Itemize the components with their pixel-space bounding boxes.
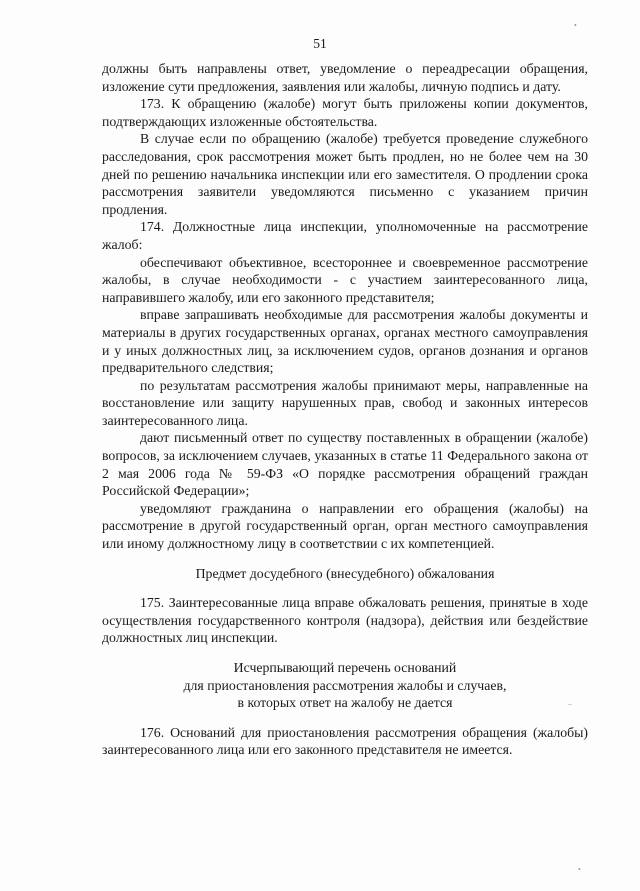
- document-body: [102, 60, 588, 759]
- heading-line: Исчерпывающий перечень оснований: [233, 660, 457, 675]
- spacer: [102, 553, 588, 565]
- scan-speck: •: [578, 865, 581, 874]
- paragraph-ensure: обеспечивают объективное, всестороннее и своевременное рассмотрение жалобы, в случае необходимости - с участием заинтересованного лица, направившего жалобу, или его законного представителя;: [102, 254, 588, 305]
- spacer: [102, 647, 588, 659]
- paragraph-continuation: должны быть направлены ответ, уведомление о переадресации обращения, изложение сути предложения, заявления или жалобы, личную подпись и дату.: [102, 61, 588, 94]
- spacer: [102, 582, 588, 594]
- section-heading-grounds: [102, 659, 588, 712]
- paragraph-175: 175. Заинтересованные лица вправе обжаловать решения, принятые в ходе осуществления государственного контроля (надзора), действия или бездействие должностных лиц инспекции.: [102, 595, 588, 646]
- paragraph-176: 176. Оснований для приостановления рассмотрения обращения (жалобы) заинтересованного лица или его законного представителя не имеется.: [102, 724, 588, 758]
- scan-speck: •: [574, 21, 577, 30]
- paragraph-request: вправе запрашивать необходимые для рассмотрения жалобы документы и материалы в других государственных органах, органах местного самоуправления и у иных должностных лиц, за исключением судов, органов дознания и органов предварительного следствия;: [102, 307, 588, 376]
- section-heading-subject: Предмет досудебного (внесудебного) обжалования: [195, 565, 495, 581]
- paragraph-174: 174. Должностные лица инспекции, уполномоченные на рассмотрение жалоб:: [102, 219, 588, 252]
- paragraph-answer: дают письменный ответ по существу поставленных в обращении (жалобе) вопросов, за исключением случаев, указанных в статье 11 Федерального закона от 2 мая 2006 года № 59-ФЗ «О порядке рассмотрения обращений граждан Российской Федерации»;: [102, 430, 588, 499]
- heading-line: для приостановления рассмотрения жалобы и случаев,: [183, 677, 507, 693]
- page-number: 51: [313, 36, 327, 51]
- scan-speck: –: [568, 699, 572, 708]
- paragraph-extension: В случае если по обращению (жалобе) требуется проведение служебного расследования, срок рассмотрения может быть продлен, но не более чем на 30 дней по решению начальника инспекции или его заместителя. О продлении срока рассмотрения заявители уведомляются письменно с указанием причин продления.: [102, 131, 588, 217]
- spacer: [102, 712, 588, 724]
- paragraph-173: 173. К обращению (жалобе) могут быть приложены копии документов, подтверждающих изложенные обстоятельства.: [102, 96, 588, 129]
- paragraph-notify: уведомляют гражданина о направлении его обращения (жалобы) на рассмотрение в другой государственный орган, орган местного самоуправления или иному должностному лицу в соответствии с их компетенцией.: [102, 500, 588, 552]
- paragraph-measures: по результатам рассмотрения жалобы принимают меры, направленные на восстановление или защиту нарушенных прав, свобод и законных интересов заинтересованного лица.: [102, 377, 588, 428]
- heading-line: в которых ответ на жалобу не дается: [237, 695, 453, 711]
